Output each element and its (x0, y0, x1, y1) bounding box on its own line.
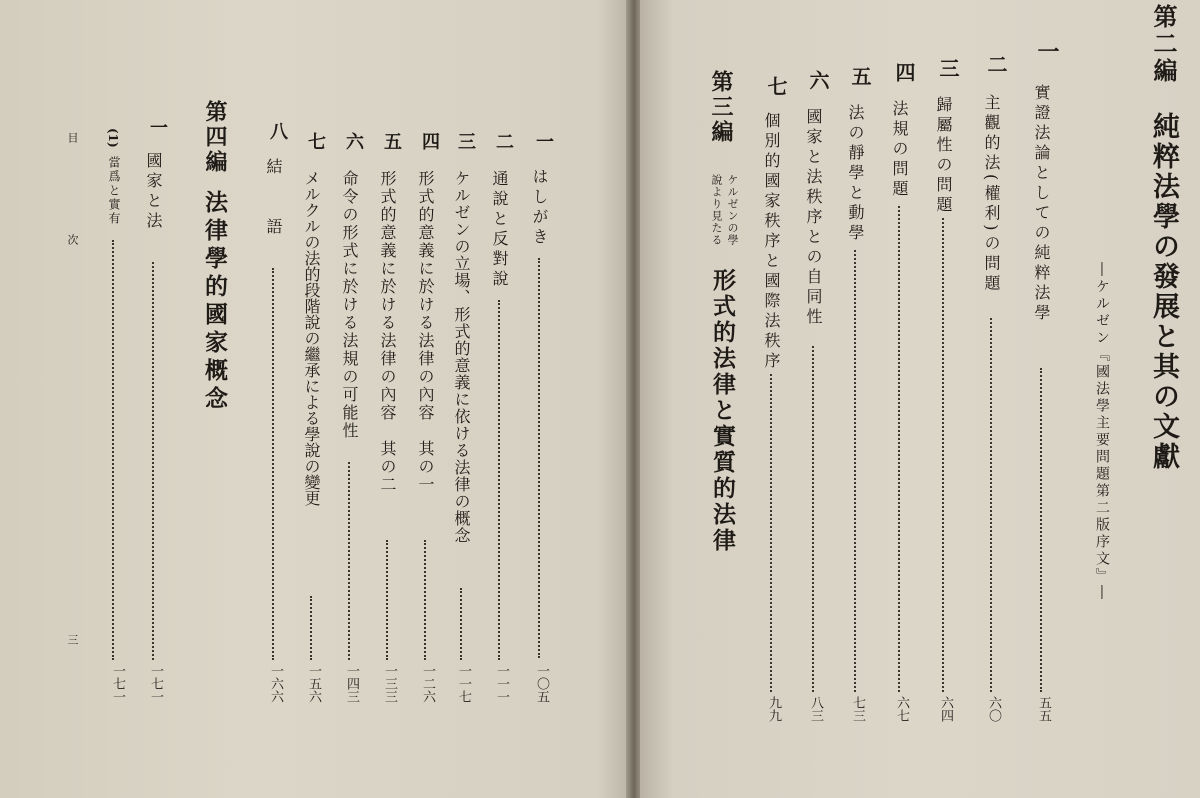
entry-page: 七三 (850, 696, 865, 722)
entry-number: 一 (147, 118, 168, 136)
entry-page: 八三 (808, 696, 823, 722)
entry-page: 一七一 (110, 664, 125, 703)
entry-number: 四 (419, 132, 440, 150)
entry-number: 一 (1034, 40, 1060, 62)
entry-text: 法の靜學と動學 (846, 104, 865, 244)
leader-dots (898, 206, 904, 692)
entry-text: 形式的意義に於ける法律の內容 其の二 (378, 170, 397, 494)
leader-dots (152, 262, 158, 660)
entry-page: 六七 (894, 696, 909, 722)
entry-page: 六〇 (986, 696, 1001, 722)
entry-text: 實證法論としての純粹法學 (1032, 84, 1051, 324)
entry-text: メルクルの法的段階說の繼承による學說の變更 (302, 170, 321, 506)
part2-label: 第二編 (1149, 4, 1178, 85)
entry-number: 二 (493, 132, 514, 150)
entry-text: 國家と法秩序との自同性 (804, 108, 823, 328)
entry-text: 結 語 (264, 158, 283, 238)
leader-dots (112, 240, 118, 660)
entry-page: 一三三 (382, 664, 397, 703)
leader-dots (854, 250, 860, 692)
entry-number: (1) (106, 128, 120, 148)
entry-text: はしがき (530, 168, 549, 248)
running-head: 目 次 (66, 132, 79, 285)
entry-text: ケルゼンの立場、形式的意義に依ける法律の概念 (452, 170, 471, 544)
entry-text: 歸屬性の問題 (934, 96, 953, 216)
leader-dots (386, 540, 392, 660)
entry-text: 當爲と實有 (107, 156, 121, 226)
entry-number: 七 (305, 132, 326, 150)
entry-text: 通說と反對說 (490, 170, 509, 290)
entry-text: 主觀的法(權利)の問題 (982, 94, 1001, 295)
entry-page: 一六六 (268, 664, 283, 703)
part4-label: 第四編 (202, 100, 228, 175)
part2-subtitle: ―ケルゼン『國法學主要問題第二版序文』― (1094, 262, 1110, 602)
entry-text: 個別的國家秩序と國際法秩序 (762, 112, 781, 372)
entry-number: 一 (533, 132, 554, 150)
leader-dots (1040, 368, 1046, 692)
part3-title: 形式的法律と實質的法律 (709, 268, 736, 554)
part3-prefix-line1: ケルゼンの學 (726, 174, 739, 246)
entry-number: 三 (936, 58, 960, 78)
leader-dots (348, 462, 354, 660)
entry-number: 七 (764, 76, 788, 96)
entry-number: 五 (381, 132, 402, 150)
entry-number: 二 (984, 54, 1008, 74)
leader-dots (424, 540, 430, 660)
part4-title: 法律學的國家概念 (201, 190, 228, 414)
leader-dots (310, 596, 316, 660)
entry-page: 六四 (938, 696, 953, 722)
leader-dots (812, 346, 818, 692)
entry-text: 國家と法 (144, 152, 163, 232)
leader-dots (990, 318, 996, 692)
entry-number: 八 (267, 122, 288, 140)
entry-number: 六 (343, 132, 364, 150)
leader-dots (498, 300, 504, 660)
entry-page: 九九 (766, 696, 781, 722)
entry-page: 一五六 (306, 664, 321, 703)
entry-number: 四 (892, 62, 916, 82)
part3-label: 第三編 (708, 70, 734, 145)
entry-text: 形式的意義に於ける法律の內容 其の一 (416, 170, 435, 494)
leader-dots (942, 218, 948, 692)
entry-number: 五 (848, 66, 872, 86)
entry-page: 一一一 (494, 664, 509, 703)
right-page (640, 0, 1200, 798)
entry-page: 五五 (1036, 696, 1051, 722)
folio: 三 (66, 634, 79, 645)
leader-dots (272, 268, 278, 660)
entry-page: 一七一 (148, 664, 163, 703)
leader-dots (770, 374, 776, 692)
entry-text: 命令の形式に於ける法規の可能性 (340, 170, 359, 440)
part2-title: 純粹法學の發展と其の文獻 (1148, 112, 1179, 472)
entry-text: 法規の問題 (890, 100, 909, 200)
part3-prefix-line2: 說より見たる (710, 174, 723, 246)
entry-page: 一〇五 (534, 664, 549, 703)
entry-page: 一四三 (344, 664, 359, 703)
entry-number: 六 (806, 70, 830, 90)
leader-dots (460, 588, 466, 660)
entry-page: 一一七 (456, 664, 471, 703)
entry-page: 一二六 (420, 664, 435, 703)
entry-number: 三 (455, 132, 476, 150)
leader-dots (538, 258, 544, 658)
